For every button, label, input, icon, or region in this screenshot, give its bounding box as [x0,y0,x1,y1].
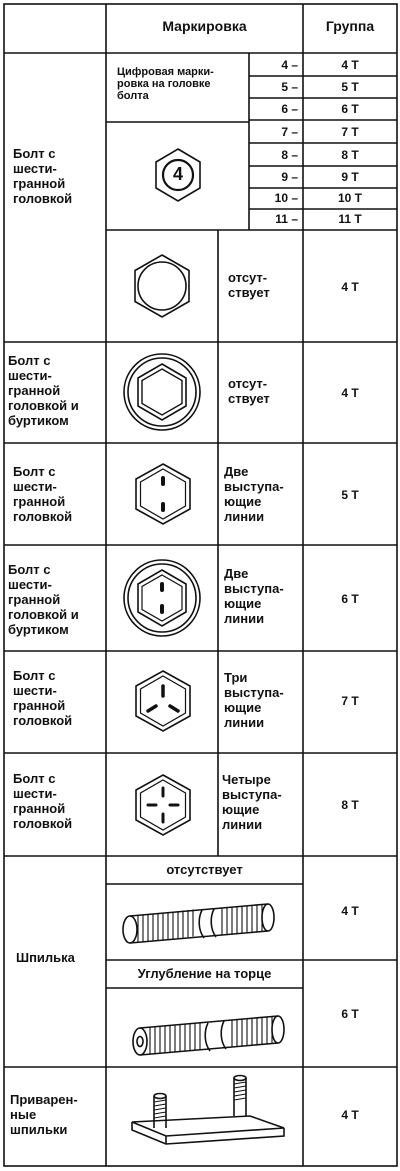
bolt-marking: Две выступа- ющие линии [224,566,284,626]
numeric-row-group: 11 Т [338,212,362,226]
numeric-caption: Цифровая марки- ровка на головке болта [117,66,214,102]
two-lines-hex-head-icon [131,459,195,529]
stud-group: 4 Т [341,904,359,918]
numeric-row-group: 9 Т [341,170,359,184]
bolt-group: 5 Т [341,488,359,502]
numeric-row-num: 6 – [281,102,298,116]
stud-marking: Углубление на торце [137,966,272,981]
bolt-type-label: Болт с шести- гранной головкой [13,464,73,524]
flange-hex-head-icon [120,350,204,434]
plain-row-group: 4 Т [341,280,359,294]
flange-two-lines-head-icon [120,556,204,640]
bolt-type-label: Болт с шести- гранной головкой [13,668,73,728]
plain-row-marking: отсут- ствует [228,270,270,300]
header-group: Группа [325,18,375,34]
stud-marking: отсутствует [166,862,243,877]
welded-group: 4 Т [341,1108,359,1122]
numeric-type-label: Болт с шести- гранной головкой [13,146,73,206]
bolt-type-label: Болт с шести- гранной головкой и буртиком [8,353,79,428]
bolt-marking: Две выступа- ющие линии [224,464,284,524]
numeric-row-num: 9 – [281,170,298,184]
numeric-row-num: 7 – [281,125,298,139]
bolt-group: 4 Т [341,386,359,400]
bolt-type-label: Болт с шести- гранной головкой [13,771,73,831]
numeric-row-group: 5 Т [341,80,359,94]
numeric-row-num: 4 – [281,58,298,72]
numeric-row-group: 6 Т [341,102,359,116]
numeric-row-group: 7 Т [341,125,359,139]
four-lines-hex-head-icon [131,770,195,840]
stud-group: 6 Т [341,1007,359,1021]
bolt-group: 7 Т [341,694,359,708]
bolt-group: 8 Т [341,798,359,812]
stud-type-label: Шпилька [16,950,75,965]
welded-studs-icon [118,1070,288,1160]
numeric-row-group: 8 Т [341,148,359,162]
plain-hex-head-icon [127,251,197,321]
numeric-row-num: 10 – [274,191,298,205]
three-lines-hex-head-icon [131,666,195,736]
welded-type-label: Приварен- ные шпильки [10,1092,78,1137]
bolt-marking: Три выступа- ющие линии [224,670,284,730]
bolt-marking: отсут- ствует [228,376,270,406]
bolt-marking: Четыре выступа- ющие линии [222,772,282,832]
bolt-type-label: Болт с шести- гранной головкой и буртиком [8,562,79,637]
header-marking: Маркировка [162,18,247,34]
numeric-row-group: 4 Т [341,58,359,72]
bolt-head-digit: 4 [172,164,183,184]
stud-plain-icon [118,896,288,946]
numeric-row-num: 11 – [275,212,298,226]
bolt-group: 6 Т [341,592,359,606]
numeric-row-num: 8 – [281,148,298,162]
numeric-row-num: 5 – [281,80,298,94]
numeric-row-group: 10 Т [337,191,362,205]
stud-recessed-icon [128,1008,298,1058]
